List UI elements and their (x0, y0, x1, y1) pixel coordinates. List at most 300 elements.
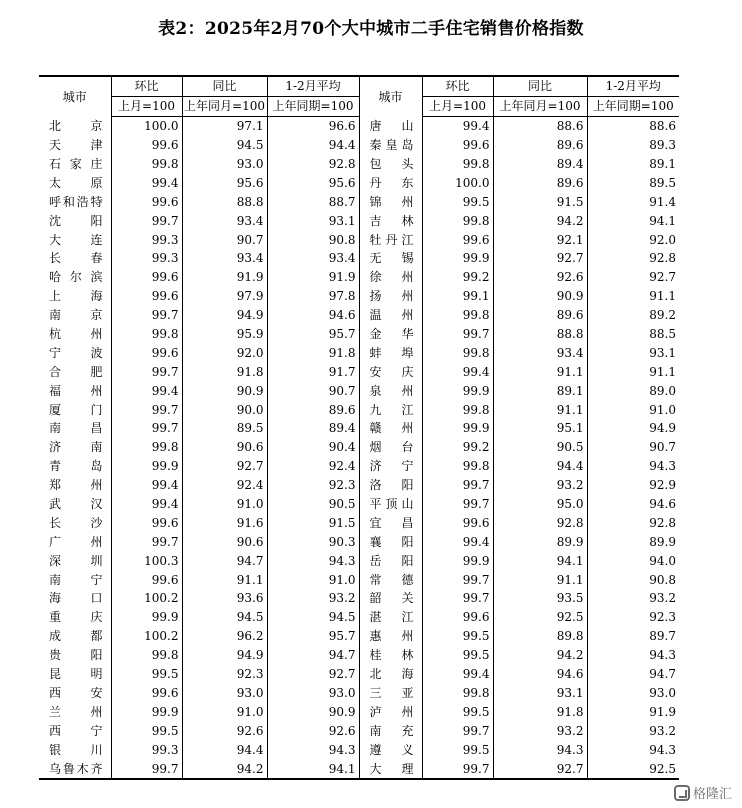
avg-value: 92.5 (587, 759, 679, 779)
yoy-value: 94.4 (182, 740, 267, 759)
yoy-value: 89.8 (493, 627, 587, 646)
avg-value: 94.3 (587, 646, 679, 665)
mom-value: 99.3 (111, 740, 182, 759)
yoy-value: 89.1 (493, 381, 587, 400)
mom-value: 99.2 (422, 268, 493, 287)
yoy-value: 93.2 (493, 721, 587, 740)
yoy-value: 89.6 (493, 136, 587, 155)
city-name: 宜昌 (359, 513, 422, 532)
yoy-value: 89.5 (182, 419, 267, 438)
city-name: 南京 (49, 308, 103, 323)
header-avg-left: 1-2月平均 (267, 76, 359, 96)
mom-value: 99.9 (111, 702, 182, 721)
city-name: 哈尔滨 (49, 270, 103, 285)
city-name: 九江 (359, 400, 422, 419)
mom-value: 99.4 (111, 476, 182, 495)
mom-value: 99.7 (111, 400, 182, 419)
avg-value: 94.3 (587, 740, 679, 759)
table-row (39, 759, 679, 779)
header-mom-right: 环比 (422, 76, 493, 96)
city-name: 武汉 (49, 497, 103, 512)
city-name: 南昌 (49, 421, 103, 436)
avg-value: 93.2 (587, 589, 679, 608)
mom-value: 99.8 (111, 325, 182, 344)
avg-value: 92.8 (267, 155, 359, 174)
city-name: 深圳 (49, 553, 103, 568)
mom-value: 99.4 (111, 173, 182, 192)
table-row (39, 684, 679, 703)
yoy-value: 88.8 (182, 192, 267, 211)
city-name: 贵阳 (49, 648, 103, 663)
city-name: 徐州 (359, 268, 422, 287)
mom-value: 99.7 (422, 721, 493, 740)
avg-value: 89.5 (587, 173, 679, 192)
avg-value: 95.7 (267, 325, 359, 344)
avg-value: 92.9 (587, 476, 679, 495)
avg-value: 94.9 (587, 419, 679, 438)
avg-value: 91.0 (587, 400, 679, 419)
city-name: 洛阳 (359, 476, 422, 495)
avg-value: 93.4 (267, 249, 359, 268)
avg-value: 94.6 (587, 495, 679, 514)
yoy-value: 94.2 (493, 211, 587, 230)
table-row (39, 532, 679, 551)
city-name: 扬州 (359, 287, 422, 306)
city-name: 平顶山 (359, 495, 422, 514)
table-row (39, 721, 679, 740)
city-name: 牡丹江 (359, 230, 422, 249)
mom-value: 99.8 (422, 306, 493, 325)
mom-value: 99.9 (422, 249, 493, 268)
avg-value: 89.9 (587, 532, 679, 551)
mom-value: 99.3 (111, 249, 182, 268)
city-name: 成都 (49, 629, 103, 644)
yoy-value: 94.9 (182, 646, 267, 665)
table-row (39, 438, 679, 457)
mom-value: 99.4 (422, 532, 493, 551)
table-body (39, 116, 679, 779)
avg-value: 94.1 (587, 211, 679, 230)
avg-value: 89.4 (267, 419, 359, 438)
header-avg-base-left: 上年同期=100 (267, 96, 359, 116)
yoy-value: 91.9 (182, 268, 267, 287)
yoy-value: 91.1 (182, 570, 267, 589)
yoy-value: 95.0 (493, 495, 587, 514)
avg-value: 91.1 (587, 362, 679, 381)
city-name: 石家庄 (49, 157, 103, 171)
yoy-value: 94.5 (182, 136, 267, 155)
table-row (39, 627, 679, 646)
mom-value: 99.7 (111, 419, 182, 438)
city-name: 唐山 (359, 116, 422, 135)
yoy-value: 92.5 (493, 608, 587, 627)
yoy-value: 93.4 (182, 211, 267, 230)
avg-value: 88.6 (587, 116, 679, 135)
avg-value: 91.9 (587, 702, 679, 721)
table-row (39, 381, 679, 400)
avg-value: 94.3 (267, 740, 359, 759)
yoy-value: 93.4 (182, 249, 267, 268)
yoy-value: 92.7 (493, 759, 587, 779)
header-city-left: 城市 (39, 76, 111, 116)
city-name: 丹东 (359, 173, 422, 192)
city-name: 韶关 (359, 589, 422, 608)
table-row (39, 608, 679, 627)
mom-value: 99.8 (111, 646, 182, 665)
city-name: 太原 (49, 175, 103, 190)
mom-value: 99.8 (422, 343, 493, 362)
mom-value: 99.5 (111, 721, 182, 740)
mom-value: 99.5 (422, 740, 493, 759)
mom-value: 99.6 (111, 268, 182, 287)
mom-value: 99.8 (422, 155, 493, 174)
city-name: 济宁 (359, 457, 422, 476)
city-name: 北海 (359, 665, 422, 684)
yoy-value: 95.6 (182, 173, 267, 192)
yoy-value: 92.4 (182, 476, 267, 495)
city-name: 襄阳 (359, 532, 422, 551)
mom-value: 100.2 (111, 627, 182, 646)
mom-value: 99.5 (422, 646, 493, 665)
avg-value: 92.7 (587, 268, 679, 287)
avg-value: 91.0 (267, 570, 359, 589)
header-mom-left: 环比 (111, 76, 182, 96)
avg-value: 94.6 (267, 306, 359, 325)
mom-value: 99.6 (111, 570, 182, 589)
city-name: 昆明 (49, 667, 103, 682)
mom-value: 99.7 (111, 306, 182, 325)
yoy-value: 90.9 (182, 381, 267, 400)
yoy-value: 89.6 (493, 173, 587, 192)
avg-value: 90.8 (587, 570, 679, 589)
city-name: 赣州 (359, 419, 422, 438)
header-mom-base-left: 上月=100 (111, 96, 182, 116)
yoy-value: 92.7 (493, 249, 587, 268)
table-row (39, 419, 679, 438)
avg-value: 92.4 (267, 457, 359, 476)
yoy-value: 92.6 (182, 721, 267, 740)
city-name: 烟台 (359, 438, 422, 457)
table-row (39, 268, 679, 287)
yoy-value: 95.9 (182, 325, 267, 344)
city-name: 三亚 (359, 684, 422, 703)
table-row (39, 457, 679, 476)
mom-value: 99.8 (422, 684, 493, 703)
table-row (39, 192, 679, 211)
avg-value: 91.8 (267, 343, 359, 362)
mom-value: 99.8 (422, 400, 493, 419)
logo-icon (674, 785, 690, 801)
yoy-value: 94.9 (182, 306, 267, 325)
mom-value: 99.6 (422, 136, 493, 155)
avg-value: 91.7 (267, 362, 359, 381)
mom-value: 99.7 (422, 495, 493, 514)
avg-value: 94.7 (587, 665, 679, 684)
table-row (39, 513, 679, 532)
yoy-value: 93.2 (493, 476, 587, 495)
city-name: 郑州 (49, 478, 103, 493)
city-name: 福州 (49, 383, 103, 398)
mom-value: 99.9 (422, 419, 493, 438)
city-name: 泉州 (359, 381, 422, 400)
table-row (39, 325, 679, 344)
yoy-value: 89.6 (493, 306, 587, 325)
mom-value: 99.8 (111, 438, 182, 457)
city-name: 杭州 (49, 327, 103, 342)
header-city-right: 城市 (359, 76, 422, 116)
city-name: 西安 (49, 685, 103, 700)
yoy-value: 96.2 (182, 627, 267, 646)
mom-value: 99.4 (422, 116, 493, 135)
avg-value: 91.5 (267, 513, 359, 532)
yoy-value: 92.3 (182, 665, 267, 684)
city-name: 西宁 (49, 723, 103, 738)
yoy-value: 88.8 (493, 325, 587, 344)
header-avg-base-right: 上年同期=100 (587, 96, 679, 116)
table-row (39, 646, 679, 665)
table-row (39, 287, 679, 306)
mom-value: 99.6 (111, 192, 182, 211)
yoy-value: 88.6 (493, 116, 587, 135)
yoy-value: 97.1 (182, 116, 267, 135)
city-name: 乌鲁木齐 (39, 759, 111, 779)
table-row (39, 155, 679, 174)
yoy-value: 93.5 (493, 589, 587, 608)
yoy-value: 97.9 (182, 287, 267, 306)
city-name: 秦皇岛 (359, 136, 422, 155)
yoy-value: 93.6 (182, 589, 267, 608)
yoy-value: 92.7 (182, 457, 267, 476)
yoy-value: 93.0 (182, 155, 267, 174)
yoy-value: 93.1 (493, 684, 587, 703)
mom-value: 99.9 (422, 551, 493, 570)
header-yoy-left: 同比 (182, 76, 267, 96)
mom-value: 99.6 (111, 513, 182, 532)
table-row (39, 343, 679, 362)
city-name: 沈阳 (49, 213, 103, 228)
city-name: 锦州 (359, 192, 422, 211)
mom-value: 99.6 (111, 684, 182, 703)
yoy-value: 94.5 (182, 608, 267, 627)
avg-value: 93.1 (267, 211, 359, 230)
avg-value: 90.9 (267, 702, 359, 721)
yoy-value: 89.4 (493, 155, 587, 174)
mom-value: 100.3 (111, 551, 182, 570)
mom-value: 99.5 (422, 702, 493, 721)
header-avg-right: 1-2月平均 (587, 76, 679, 96)
table-row (39, 400, 679, 419)
avg-value: 88.7 (267, 192, 359, 211)
avg-value: 94.3 (267, 551, 359, 570)
city-name: 温州 (359, 306, 422, 325)
yoy-value: 94.3 (493, 740, 587, 759)
mom-value: 99.7 (111, 362, 182, 381)
table-row (39, 665, 679, 684)
city-name: 青岛 (49, 459, 103, 474)
avg-value: 89.2 (587, 306, 679, 325)
yoy-value: 91.1 (493, 362, 587, 381)
yoy-value: 91.1 (493, 570, 587, 589)
avg-value: 95.6 (267, 173, 359, 192)
table-row (39, 306, 679, 325)
avg-value: 94.5 (267, 608, 359, 627)
city-name: 重庆 (49, 610, 103, 625)
mom-value: 99.7 (111, 759, 182, 779)
table-row (39, 589, 679, 608)
mom-value: 99.5 (422, 192, 493, 211)
yoy-value: 94.2 (182, 759, 267, 779)
avg-value: 90.3 (267, 532, 359, 551)
yoy-value: 90.0 (182, 400, 267, 419)
yoy-value: 91.0 (182, 495, 267, 514)
mom-value: 99.6 (422, 230, 493, 249)
city-name: 银川 (49, 742, 103, 757)
yoy-value: 90.5 (493, 438, 587, 457)
avg-value: 88.5 (587, 325, 679, 344)
city-name: 大连 (49, 232, 103, 247)
yoy-value: 91.1 (493, 400, 587, 419)
mom-value: 99.4 (422, 362, 493, 381)
mom-value: 99.8 (422, 211, 493, 230)
yoy-value: 93.0 (182, 684, 267, 703)
city-name: 包头 (359, 155, 422, 174)
city-name: 宁波 (49, 345, 103, 360)
mom-value: 99.6 (111, 343, 182, 362)
mom-value: 99.7 (422, 759, 493, 779)
city-name: 惠州 (359, 627, 422, 646)
avg-value: 90.7 (587, 438, 679, 457)
avg-value: 92.8 (587, 513, 679, 532)
yoy-value: 92.0 (182, 343, 267, 362)
mom-value: 99.2 (422, 438, 493, 457)
header-yoy-base-right: 上年同月=100 (493, 96, 587, 116)
avg-value: 89.1 (587, 155, 679, 174)
avg-value: 93.0 (267, 684, 359, 703)
table-row (39, 249, 679, 268)
table-row (39, 136, 679, 155)
city-name: 长春 (49, 251, 103, 266)
city-name: 泸州 (359, 702, 422, 721)
mom-value: 99.8 (422, 457, 493, 476)
avg-value: 94.0 (587, 551, 679, 570)
mom-value: 99.9 (111, 457, 182, 476)
city-name: 蚌埠 (359, 343, 422, 362)
avg-value: 90.4 (267, 438, 359, 457)
mom-value: 99.6 (422, 608, 493, 627)
table-row (39, 173, 679, 192)
avg-value: 94.3 (587, 457, 679, 476)
avg-value: 93.1 (587, 343, 679, 362)
yoy-value: 92.1 (493, 230, 587, 249)
avg-value: 94.1 (267, 759, 359, 779)
yoy-value: 94.7 (182, 551, 267, 570)
avg-value: 90.8 (267, 230, 359, 249)
yoy-value: 95.1 (493, 419, 587, 438)
city-name: 上海 (49, 289, 103, 304)
yoy-value: 90.6 (182, 532, 267, 551)
mom-value: 99.8 (111, 155, 182, 174)
yoy-value: 94.1 (493, 551, 587, 570)
city-name: 呼和浩特 (49, 194, 103, 209)
avg-value: 96.6 (267, 116, 359, 135)
table-row (39, 476, 679, 495)
avg-value: 90.7 (267, 381, 359, 400)
avg-value: 92.7 (267, 665, 359, 684)
city-name: 天津 (49, 138, 103, 153)
table-row (39, 362, 679, 381)
yoy-value: 91.0 (182, 702, 267, 721)
city-name: 厦门 (49, 402, 103, 417)
yoy-value: 94.6 (493, 665, 587, 684)
mom-value: 100.0 (422, 173, 493, 192)
mom-value: 99.1 (422, 287, 493, 306)
city-name: 合肥 (49, 364, 103, 379)
city-name: 常德 (359, 570, 422, 589)
avg-value: 89.7 (587, 627, 679, 646)
table-row (39, 570, 679, 589)
yoy-value: 92.8 (493, 513, 587, 532)
mom-value: 99.7 (422, 476, 493, 495)
mom-value: 99.4 (111, 381, 182, 400)
avg-value: 94.4 (267, 136, 359, 155)
page-title: 表2：2025年2月70个大中城市二手住宅销售价格指数 (158, 19, 584, 39)
city-name: 长沙 (49, 515, 103, 530)
avg-value: 89.6 (267, 400, 359, 419)
yoy-value: 94.4 (493, 457, 587, 476)
header-yoy-base-left: 上年同月=100 (182, 96, 267, 116)
city-name: 桂林 (359, 646, 422, 665)
yoy-value: 94.2 (493, 646, 587, 665)
mom-value: 99.9 (422, 381, 493, 400)
city-name: 吉林 (359, 211, 422, 230)
table-row (39, 230, 679, 249)
mom-value: 99.7 (111, 211, 182, 230)
mom-value: 100.0 (111, 116, 182, 135)
table-row (39, 211, 679, 230)
mom-value: 99.6 (111, 136, 182, 155)
table-row (39, 116, 679, 135)
avg-value: 92.3 (587, 608, 679, 627)
yoy-value: 90.7 (182, 230, 267, 249)
table-row (39, 495, 679, 514)
mom-value: 99.5 (111, 665, 182, 684)
avg-value: 93.0 (587, 684, 679, 703)
avg-value: 89.0 (587, 381, 679, 400)
watermark-logo (674, 783, 732, 802)
avg-value: 92.3 (267, 476, 359, 495)
avg-value: 92.6 (267, 721, 359, 740)
avg-value: 90.5 (267, 495, 359, 514)
yoy-value: 92.6 (493, 268, 587, 287)
city-name: 金华 (359, 325, 422, 344)
city-name: 广州 (49, 534, 103, 549)
mom-value: 99.7 (422, 589, 493, 608)
yoy-value: 90.6 (182, 438, 267, 457)
avg-value: 95.7 (267, 627, 359, 646)
city-name: 海口 (49, 591, 103, 606)
mom-value: 99.7 (422, 570, 493, 589)
yoy-value: 93.4 (493, 343, 587, 362)
table-row (39, 740, 679, 759)
mom-value: 99.7 (111, 532, 182, 551)
mom-value: 99.3 (111, 230, 182, 249)
header-mom-base-right: 上月=100 (422, 96, 493, 116)
mom-value: 99.6 (111, 287, 182, 306)
table-row (39, 702, 679, 721)
header-yoy-right: 同比 (493, 76, 587, 96)
city-name: 安庆 (359, 362, 422, 381)
city-name: 大理 (359, 759, 422, 779)
